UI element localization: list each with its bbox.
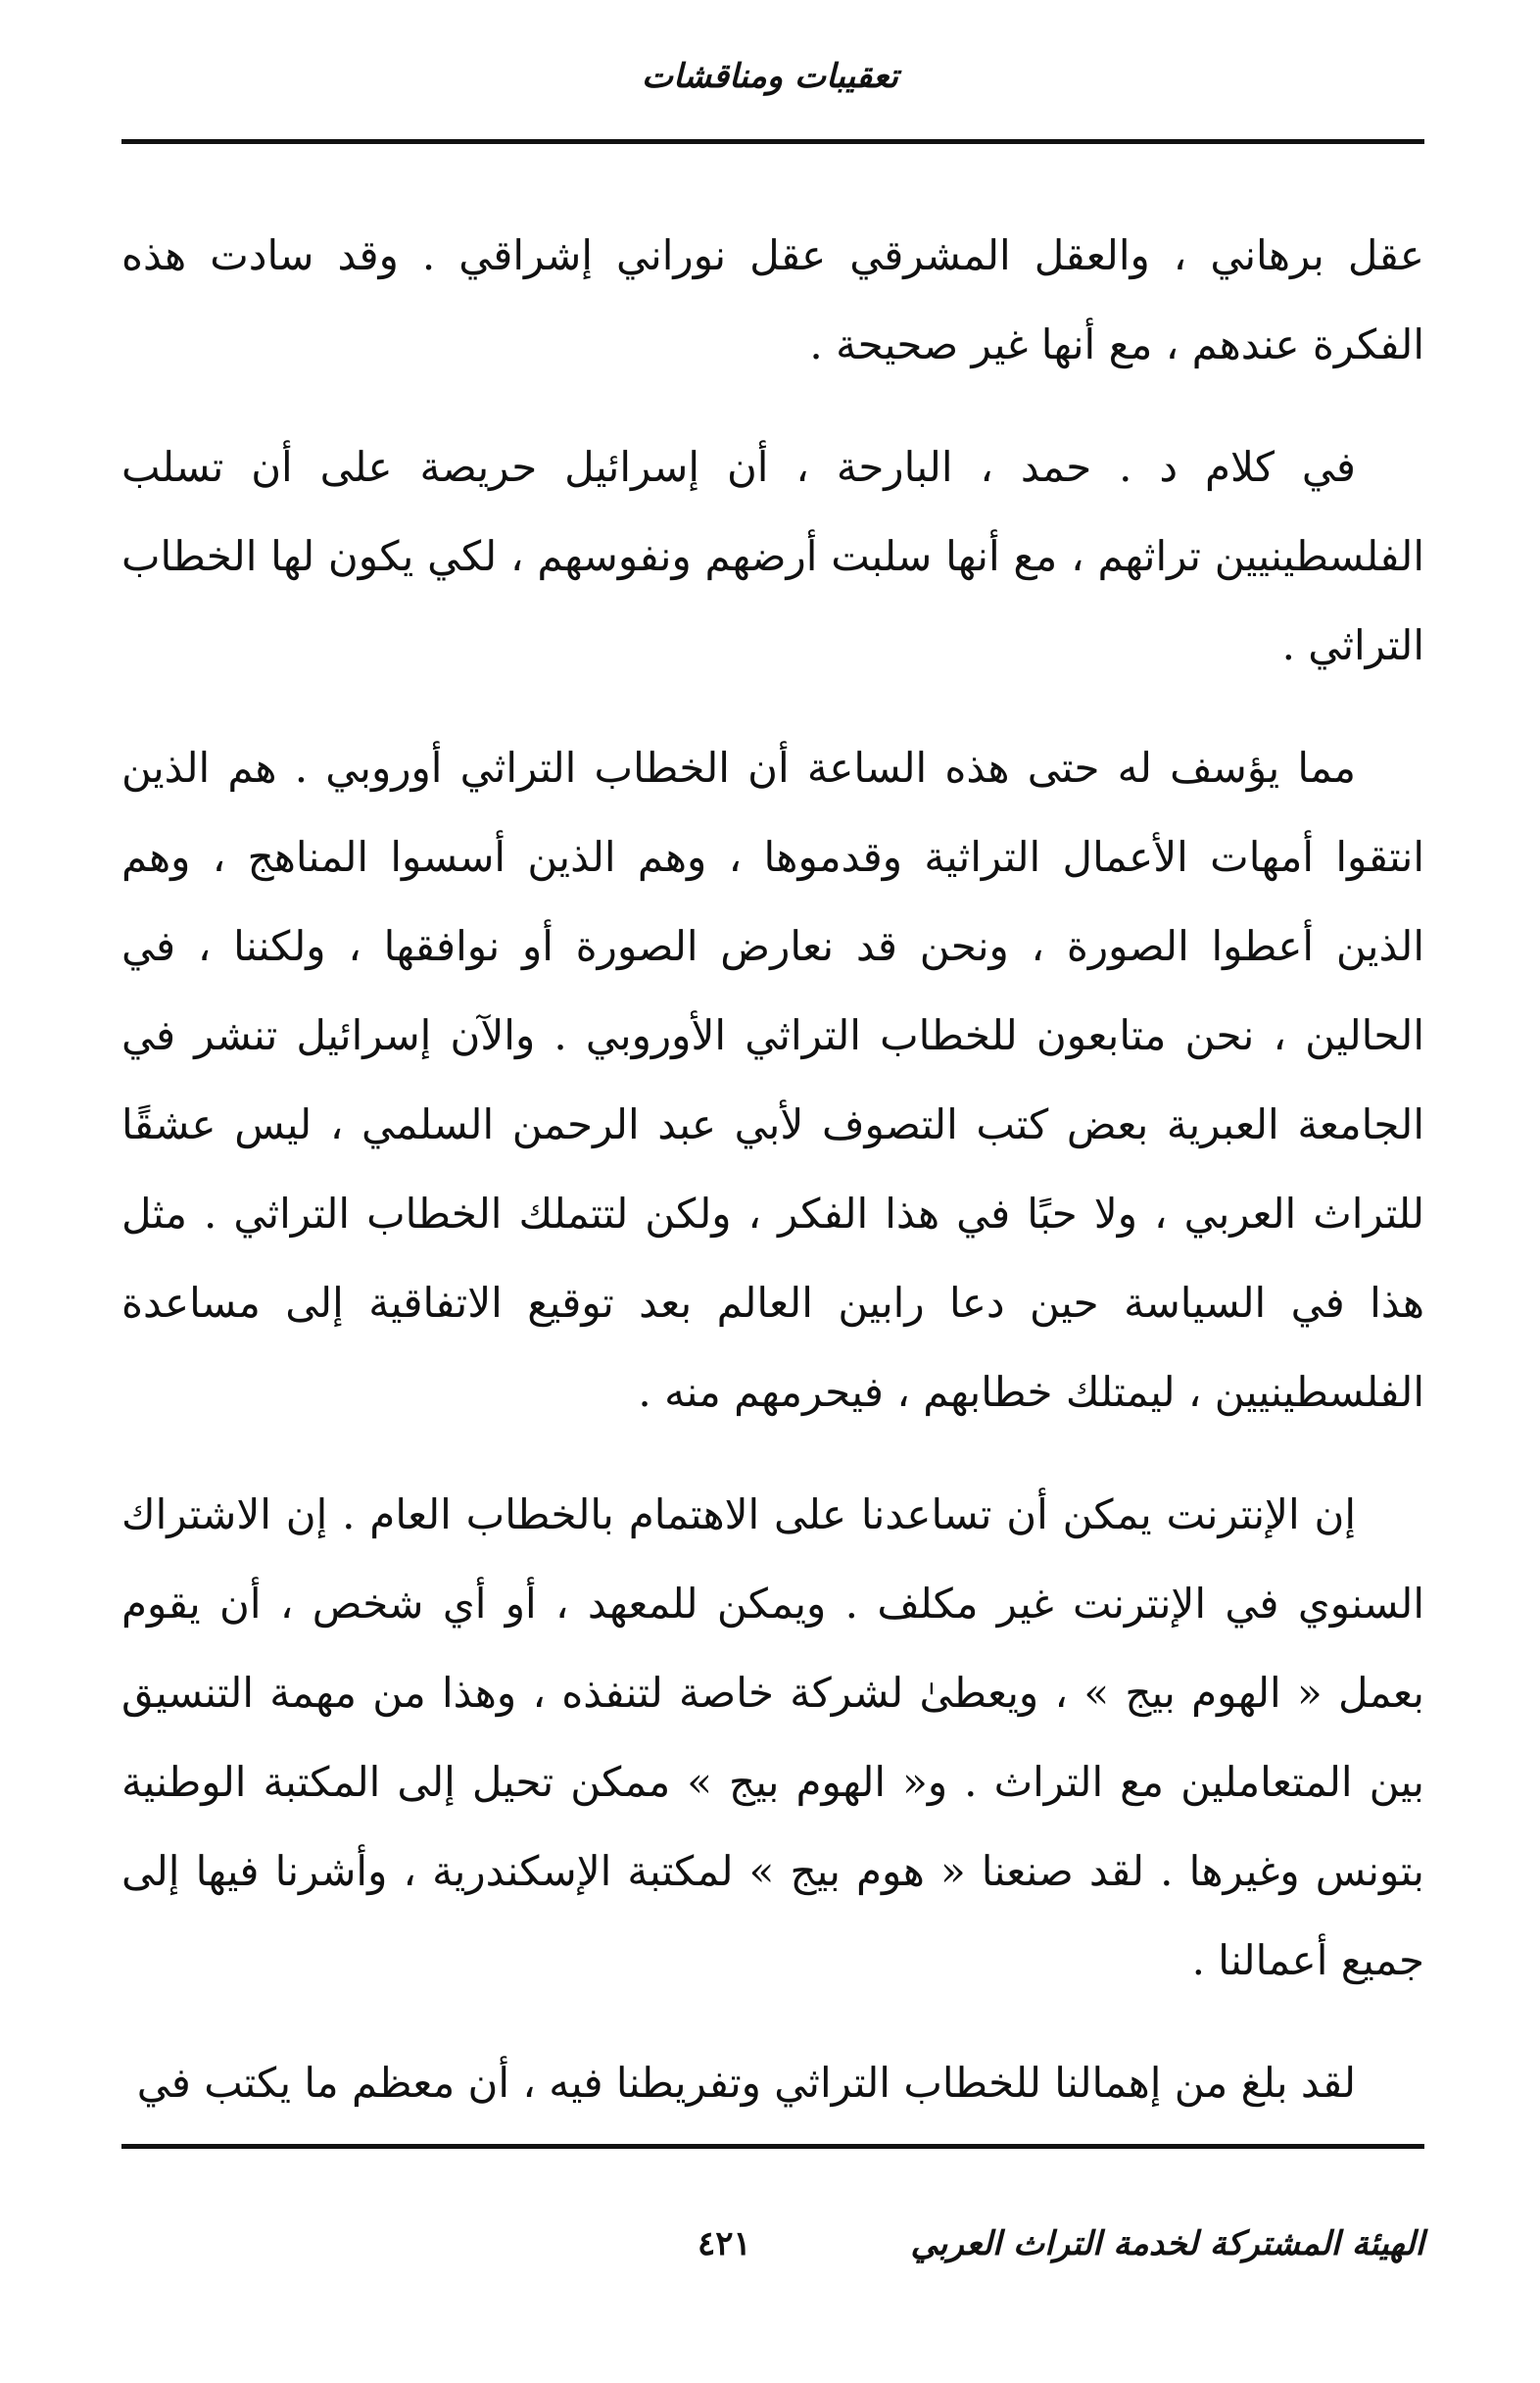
publisher-name: الهيئة المشتركة لخدمة التراث العربي [910,2224,1424,2263]
page-footer [121,2222,1424,2281]
running-title: تعقيبات ومناقشات [642,57,898,96]
paragraph-1: عقل برهاني ، والعقل المشرقي عقل نوراني إشراقي . وقد سادت هذه الفكرة عندهم ، مع أنها غير صحيحة . [121,231,1424,368]
paragraph-3: مما يؤسف له حتى هذه الساعة أن الخطاب التراثي أوروبي . هم الذين انتقوا أمهات الأعمال التراثية وقدموها ، وهم الذين أسسوا المناهج ، وهم الذين أعطوا الصورة ، ونحن قد نعارض الصورة أو نوافقها ، ولكننا ، في الحالين ، نحن متابعون للخطاب التراثي الأوروبي . والآن إسرائيل تنشر في الجامعة العبرية بعض كتب التصوف لأبي عبد الرحمن السلمي ، ليس عشقًا للتراث العربي ، ولا حبًا في هذا الفكر ، ولكن لتتملك الخطاب التراثي . مثل هذا في السياسة حين دعا رابين العالم بعد توقيع الاتفاقية إلى مساعدة الفلسطينيين ، ليمتلك خطابهم ، فيحرمهم منه . [121,744,1424,1416]
paragraph-5: لقد بلغ من إهمالنا للخطاب التراثي وتفريطنا فيه ، أن معظم ما يكتب في [136,2059,1356,2107]
paragraph-4: إن الإنترنت يمكن أن تساعدنا على الاهتمام بالخطاب العام . إن الاشتراك السنوي في الإنترنت غير مكلف . ويمكن للمعهد ، أو أي شخص ، أن يقوم بعمل « الهوم بيج » ، ويعطىٰ لشركة خاصة لتنفذه ، وهذا من مهمة التنسيق بين المتعاملين مع التراث . و« الهوم بيج » ممكن تحيل إلى المكتبة الوطنية بتونس وغيرها . لقد صنعنا « هوم بيج » لمكتبة الإسكندرية ، وأشرنا فيها إلى جميع أعمالنا . [121,1490,1424,1984]
body-text [121,211,1424,2161]
paragraph-2: في كلام د . حمد ، البارحة ، أن إسرائيل حريصة على أن تسلب الفلسطينيين تراثهم ، مع أنها سلبت أرضهم ونفوسهم ، لكي يكون لها الخطاب التراثي . [121,443,1424,669]
page-number: ٤٢١ [698,2224,751,2263]
header-rule [121,139,1424,144]
footer-rule [121,2144,1424,2149]
